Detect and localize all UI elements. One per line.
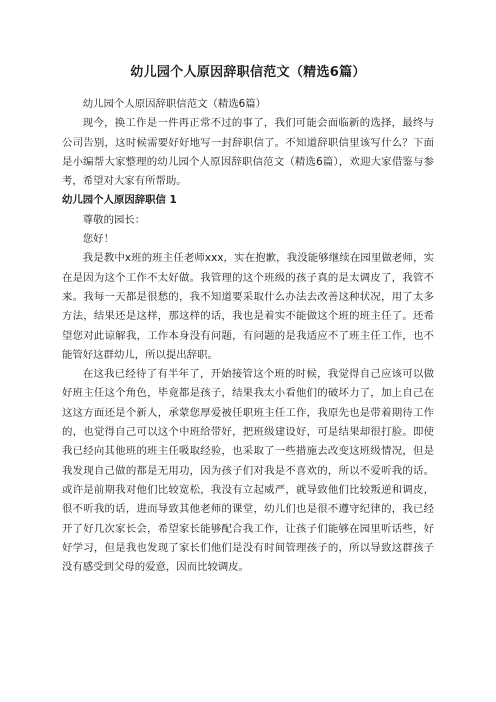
body-paragraph-2: 在这我已经待了有半年了，开始接管这个班的时候，我觉得自己应该可以做好班主任这个角色，毕竟都是孩子，结果我太小看他们的破坏力了，加上自己在这这方面还是个新人，承蒙您厚爱被任职班主任工作，我原先也是带着期待工作的，也觉得自己可以这个中班给带好，把班级建设好，可是结果却很打脸。即使我已经向其他班的班主任吸取经验，也采取了一些措施去改变这班级情况，但是我发现自己做的都是无用功，因为孩子们对我是不喜欢的，所以不爱听我的话。或许是前期我对他们比较宽松，我没有立起威严，就导致他们比较叛逆和调皮，很不听我的话，进而导致其他老师的课堂，幼儿们也是很不遵守纪律的，我已经开了好几次家长会，希望家长能够配合我工作，让孩子们能够在园里听话些，好好学习，但是我也发现了家长们他们是没有时间管理孩子的，所以导致这群孩子没有感受到父母的爱意，因而比较调皮。	[62, 368, 434, 574]
salutation: 尊敬的园长：	[82, 213, 146, 226]
document-subtitle: 幼儿园个人原因辞职信范文（精选6篇）	[82, 98, 267, 110]
section-heading: 幼儿园个人原因辞职信 1	[62, 194, 177, 207]
body-paragraph-1: 我是教中x班的班主任老师xxx，实在抱歉，我没能够继续在园里做老师，实在是因为这个工作不太好做。我管理的这个班级的孩子真的是太调皮了，我管不来。我每一天都是很愁的，我不知道要采取什么办法去改善这种状况，用了太多方法，结果还是这样，那这样的话，我也是着实不能做这个班的班主任了。还希望您对此谅解我，工作本身没有问题，有问题的是我适应不了班主任工作，也不能管好这群幼儿，所以提出辞职。	[62, 252, 434, 361]
intro-paragraph: 现今，换工作是一件再正常不过的事了，我们可能会面临新的选择，最终与公司告别，这时候需要好好地写一封辞职信了。不知道辞职信里该写什么？下面是小编帮大家整理的幼儿园个人原因辞职信范文（精选6篇），欢迎大家借鉴与参考，希望对大家有所帮助。	[62, 117, 434, 188]
greeting: 您好！	[82, 233, 114, 246]
document-title: 幼儿园个人原因辞职信范文（精选6篇）	[130, 65, 366, 80]
